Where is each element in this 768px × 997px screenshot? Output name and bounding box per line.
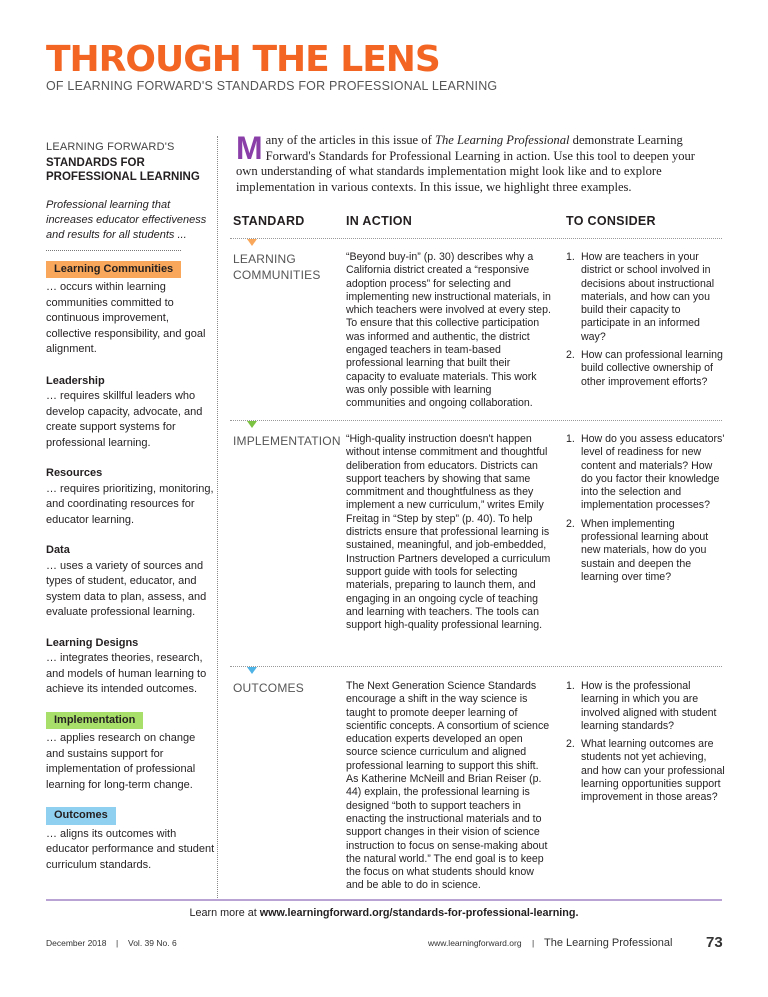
intro-paragraph [236, 130, 716, 195]
standard-label-line2: COMMUNITIES [233, 268, 321, 282]
sidebar-intro: Professional learning that increases educator effectiveness and results for all students ... [46, 198, 207, 241]
standard-label-line1: IMPLEMENTATION [233, 434, 341, 448]
sidebar-kicker: LEARNING FORWARD'S [46, 141, 175, 153]
standard-description: … uses a variety of sources and types of student, educator, and system data to plan, assess, and evaluate professional learning. [46, 559, 207, 618]
question-item: 2. How can professional learning build collective ownership of other improvement efforts? [566, 349, 723, 388]
sidebar-divider [46, 250, 181, 251]
standards-sidebar [46, 140, 216, 873]
column-in-action: IN ACTION [346, 214, 413, 228]
question-item: 1. How is the professional learning in which you are involved aligned with student learning standards? [566, 680, 717, 732]
question-text: How can professional learning build collective ownership of other improvement efforts? [581, 349, 723, 388]
page-number: 73 [706, 934, 723, 951]
row-standard-label [233, 433, 341, 449]
standard-data [46, 543, 216, 621]
row-standard-label [233, 251, 333, 283]
row-to-consider [566, 433, 726, 589]
footer-website: www.learningforward.org [428, 938, 522, 948]
sidebar-heading-line2: PROFESSIONAL LEARNING [46, 171, 200, 183]
intro-text-before: any of the articles in this issue of [265, 133, 435, 147]
standard-badge: Implementation [46, 712, 143, 730]
question-item: 2. When implementing professional learning about new materials, how do you sustain and deepen the learning over time? [566, 517, 709, 583]
sidebar-heading-line1: STANDARDS FOR [46, 156, 145, 169]
standard-name: Learning Designs [46, 636, 139, 649]
standard-learning-communities [46, 261, 216, 358]
intro-text-after: demonstrate Learning Forward's Standards for Professional Learning in action. Use this tool to deepen your own understanding of what standards implementation might look like and to explore implementation in various contexts. In this issue, we highlight three examples. [236, 133, 695, 194]
footer-publication: The Learning Professional [544, 937, 673, 949]
standard-badge: Outcomes [46, 807, 116, 825]
row-standard-label [233, 680, 333, 696]
standard-description: … applies research on change and sustains support for implementation of professional learning for long-term change. [46, 732, 196, 791]
footer-date: December 2018 [46, 938, 107, 948]
standard-description: … requires skillful leaders who develop capacity, advocate, and create support systems for professional learning. [46, 390, 203, 449]
standard-description: … integrates theories, research, and models of human learning to achieve its intended outcomes. [46, 652, 207, 695]
journal-title: The Learning Professional [434, 133, 570, 147]
standard-name: Data [46, 544, 70, 556]
banner-subtitle: OF LEARNING FORWARD'S STANDARDS FOR PROFESSIONAL LEARNING [46, 79, 498, 93]
row-to-consider [566, 251, 726, 394]
question-text: When implementing professional learning about new materials, how do you sustain and deepen the learning over time? [581, 517, 709, 583]
footer-separator: | [532, 938, 535, 948]
column-divider [217, 136, 218, 898]
question-text: How are teachers in your district or school involved in decisions about instructional materials, and how can you build their capacity to participate in an informed way? [581, 251, 715, 343]
row-in-action: The Next Generation Science Standards encourage a shift in the way science is taught to promote deeper learning of scientific concepts. A consortium of science education experts developed an open source science curriculum and aligned professional learning to support this shift. As Katherine McNeill and Brian Reiser (p. 44) explain, the professional learning is designed “both to support teachers in enacting the instructional materials and to support changes in their vision of science instruction to focus on sense-making about the natural world.” The end goal is to keep the focus on what students should know and be able to do in science. [346, 680, 550, 892]
row-divider [230, 420, 722, 421]
standard-description: … occurs within learning communities committed to continuous improvement, collective responsibility, and goal alignment. [46, 281, 206, 355]
column-to-consider: TO CONSIDER [566, 214, 656, 228]
row-divider [230, 666, 722, 667]
question-text: What learning outcomes are students not yet achieving, and how can your professional learning opportunities support improvement in those areas? [581, 738, 725, 804]
standard-resources [46, 466, 216, 528]
question-text: How do you assess educators' level of readiness for new content and materials? How do you factor their knowledge into the selection and implementation processes? [581, 433, 725, 512]
standard-learning-designs [46, 636, 216, 698]
row-in-action: “High-quality instruction doesn't happen without intense commitment and thoughtful deliberation from educators. Districts can support teachers by showing that same commitment and thoughtfulness as they implement a new curriculum,” writes Emily Freitag in “Step by step” (p. 40). To help districts ensure that professional learning is sustained, meaningful, and job-embedded, Instruction Partners developed a curriculum support guide with tools for selecting materials, preparing to launch them, and engaging in an ongoing cycle of teaching and learning with teachers. The tools can support high-quality professional learning. [346, 433, 551, 632]
question-text: How is the professional learning in which you are involved aligned with student learning standards? [581, 680, 717, 732]
orange-marker-icon [247, 239, 257, 246]
question-item: 1. How are teachers in your district or school involved in decisions about instructional materials, and how can you build their capacity to participate in an informed way? [566, 251, 715, 343]
question-item: 2. What learning outcomes are students not yet achieving, and how can your professional learning opportunities support improvement in those areas? [566, 738, 725, 804]
learn-more-prefix: Learn more at [189, 907, 260, 919]
page-banner [46, 39, 498, 93]
standard-leadership [46, 374, 216, 452]
green-marker-icon [247, 421, 257, 428]
question-item: 1. How do you assess educators' level of readiness for new content and materials? How do you factor their knowledge into the selection and implementation processes? [566, 433, 725, 512]
row-to-consider [566, 680, 726, 810]
standard-description: … requires prioritizing, monitoring, and coordinating resources for educator learning. [46, 482, 214, 526]
blue-marker-icon [247, 667, 257, 674]
row-in-action: “Beyond buy-in” (p. 30) describes why a California district created a “responsive adoption process” for selecting and implementing new instructional materials, in which teachers were involved at every step. To ensure that this collective participation was informed and authentic, the district engaged teachers in team-based professional learning that built their capacity to evaluate materials. This work was only possible with learning communities and ongoing collaboration. [346, 251, 551, 410]
drop-cap: M [236, 130, 263, 166]
learn-more [0, 907, 768, 919]
learn-more-link[interactable]: www.learningforward.org/standards-for-professional-learning. [259, 907, 579, 919]
footer-separator: | [116, 938, 119, 948]
standard-name: Resources [46, 467, 103, 479]
standard-outcomes [46, 807, 216, 873]
banner-title: THROUGH THE LENS [46, 39, 440, 80]
column-standard: STANDARD [233, 214, 305, 228]
standard-description: … aligns its outcomes with educator performance and student curriculum standards. [46, 827, 215, 871]
footer-rule [46, 899, 722, 901]
standard-label-line1: LEARNING [233, 252, 296, 266]
footer-volume: Vol. 39 No. 6 [128, 938, 177, 948]
standard-name: Leadership [46, 374, 105, 387]
standard-badge: Learning Communities [46, 261, 181, 279]
row-divider [230, 238, 722, 239]
standard-label-line1: OUTCOMES [233, 681, 304, 695]
standard-implementation [46, 712, 216, 794]
